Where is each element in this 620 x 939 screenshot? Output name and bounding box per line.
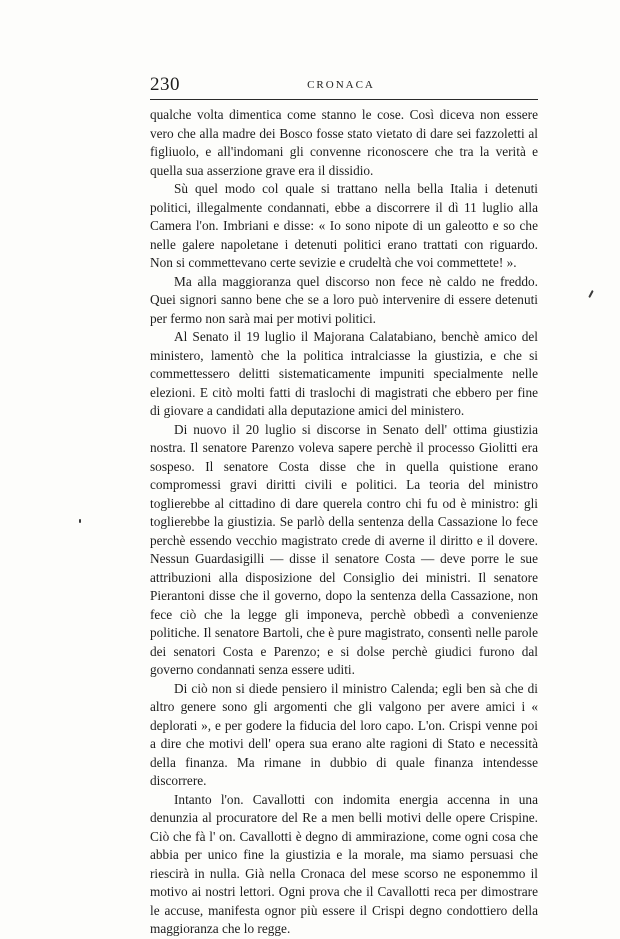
margin-pencil-mark bbox=[588, 290, 594, 298]
paragraph-6: Di ciò non si diede pensiero il ministro Calenda; egli ben sà che di altro genere sono gli argomenti che gli valgono per avere amici i « deplorati », e per godere la fiducia del loro capo. L'on. Crispi venne poi a dire che motivi dell' opera sua erano alte ragioni di Stato e necessità della finanza. Ma rimane in dubbio di quale finanza intendesse discorrere. bbox=[150, 680, 538, 788]
running-title: CRONACA bbox=[307, 79, 375, 91]
paragraph-5: Di nuovo il 20 luglio si discorse in Senato dell' ottima giustizia nostra. Il senatore Parenzo voleva sapere perchè il processo Giolitti era sospeso. Il senatore Costa disse che in quella quistione erano compromessi gravi diritti civili e politici. La teoria del ministro toglierebbe al cittadino di dare querela contro chi fu od è ministro: gli toglierebbe la giustizia. Se parlò della sentenza della Cassazione lo fece perchè essendo vecchio magistrato crede di averne il diritto e il dovere. Nessun Guardasigilli — disse il senatore Costa — deve porre le sue attribuzioni alla disposizione del Consiglio dei ministri. Il senatore Pierantoni disse che il governo, dopo la sentenza della Cassazione, non fece ciò che la legge gli imponeva, perchè obbedì a convenienze politiche. Il senatore Bartoli, che è pure magistrato, consentì nelle parole dei senatori Costa e Parenzo; e si dolse perchè giudici furono dal governo condannati senza essere uditi. bbox=[150, 421, 538, 677]
header-rule bbox=[150, 99, 538, 100]
paragraph-3: Ma alla maggioranza quel discorso non fece nè caldo ne freddo. Quei signori sanno bene che se a loro può intervenire di essere detenuti per fermo non sarà mai per motivi politici. bbox=[150, 273, 538, 326]
paragraph-2: Sù quel modo col quale si trattano nella bella Italia i detenuti politici, illegalmente condannati, ebbe a discorrere il dì 11 luglio alla Camera l'on. Imbriani e disse: « Io sono nipote di un galeotto e so che nelle galere napoletane i detenuti politici erano trattati con riguardo. Non si commettevano certe sevizie e crudeltà che voi commettete! ». bbox=[150, 181, 538, 270]
body-text bbox=[150, 106, 538, 939]
page-number: 230 bbox=[150, 74, 180, 95]
paragraph-4: Al Senato il 19 luglio il Majorana Calatabiano, benchè amico del ministero, lamentò che la politica intralciasse la giustizia, e che si commettessero delitti sistematicamente impuniti specialmente nelle elezioni. E citò molti fatti di traslochi di magistrati che ebbero per fine di giovare a candidati alla deputazione amici del ministero. bbox=[150, 329, 538, 418]
paragraph-1: qualche volta dimentica come stanno le cose. Così diceva non essere vero che alla madre dei Bosco fosse stato vietato di dare sei fazzoletti al figliuolo, e all'indomani gli convenne riconoscere che tra la verità e quella sua asserzione grave era il dissidio. bbox=[150, 107, 538, 178]
paragraph-7: Intanto l'on. Cavallotti con indomita energia accenna in una denunzia al procuratore del Re a men belli motivi delle opere Crispine. Ciò che fà l' on. Cavallotti è degno di ammirazione, come ogni cosa che abbia per unico fine la giustizia e la morale, ma siamo persuasi che riescirà in nulla. Già nella Cronaca del mese scorso ne esponemmo il motivo ai nostri lettori. Ogni prova che il Cavallotti reca per dimostrare le accuse, manifesta ognor più essere il Crispi degno condottiero della maggioranza che lo regge. bbox=[150, 791, 538, 936]
margin-dot-mark bbox=[79, 519, 81, 523]
